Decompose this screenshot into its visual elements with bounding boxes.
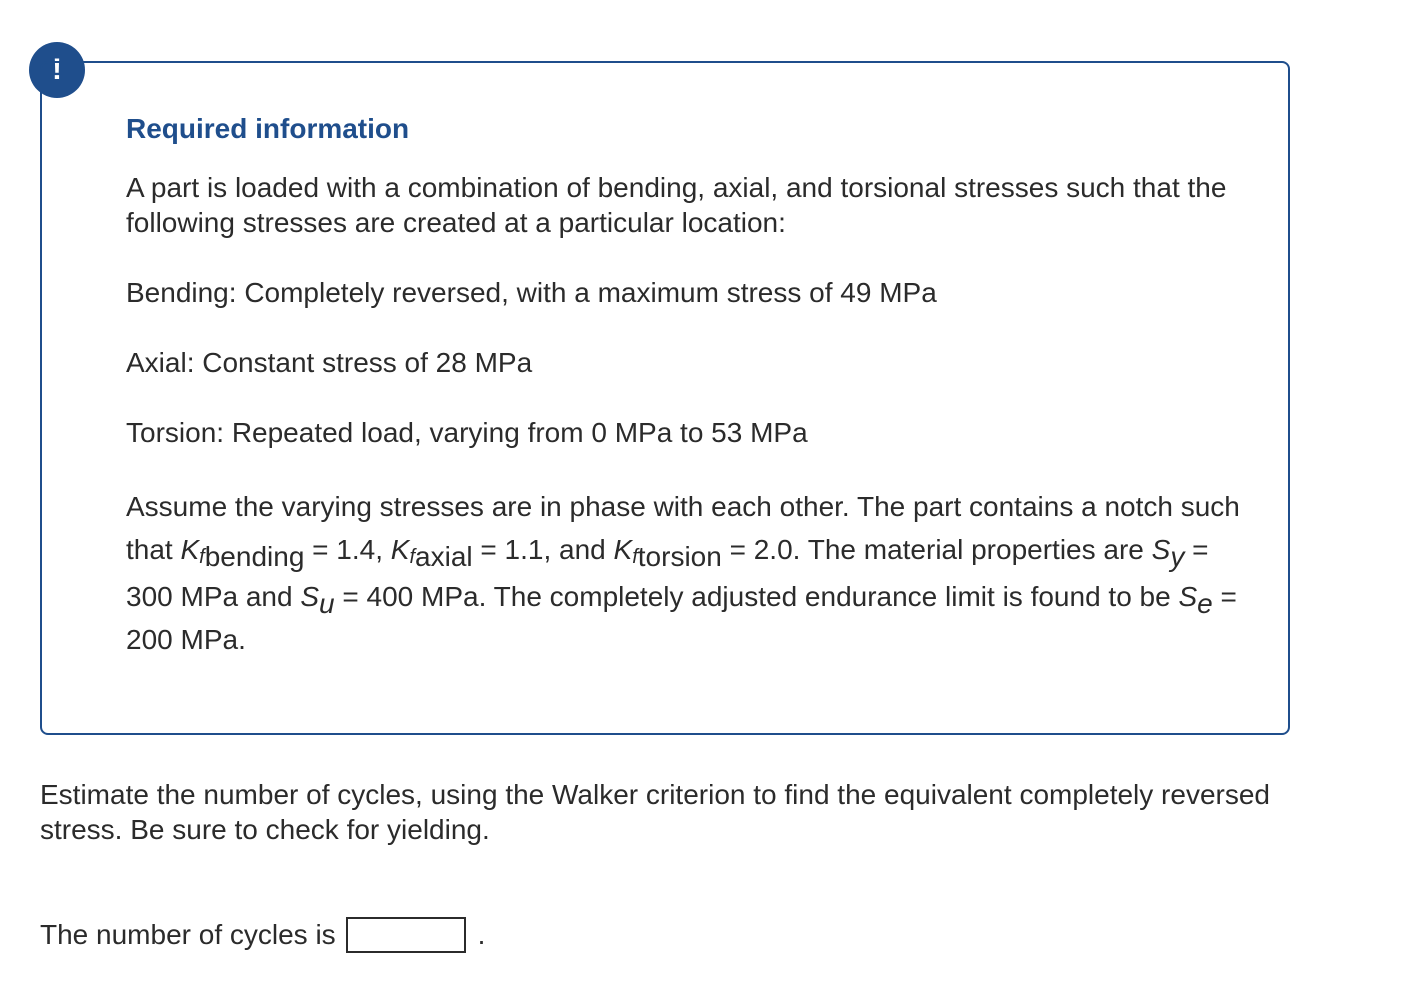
kf-axial-value: = 1.1, and [472,534,614,565]
bending-text: Bending: Completely reversed, with a maximum stress of 49 MPa [126,277,937,308]
answer-row [40,916,485,954]
assumptions-text [126,485,1246,661]
alert-icon: ! [29,42,85,98]
required-information-title: Required information [126,113,410,144]
cycles-answer-input[interactable] [346,917,466,953]
sy-symbol: S [1151,534,1171,565]
kf-bending-value: = 1.4, [304,534,391,565]
kf-torsion-subscript: torsion [637,541,722,572]
kf-sub-f: f [409,546,416,568]
answer-label: The number of cycles is [40,919,336,950]
kf-torsion-value: = 2.0. The material properties are [721,534,1152,565]
sy-value: = 300 MPa and [126,534,1209,612]
sy-subscript: y [1170,541,1185,572]
kf-symbol: K [180,534,200,565]
axial-text: Axial: Constant stress of 28 MPa [126,347,533,378]
se-subscript: e [1197,588,1213,619]
kf-axial-subscript: axial [415,541,473,572]
kf-symbol: K [390,534,410,565]
su-value: = 400 MPa. The completely adjusted endurance limit is found to be [334,581,1179,612]
su-symbol: S [300,581,320,612]
kf-sub-f: f [632,546,638,568]
torsion-text: Torsion: Repeated load, varying from 0 MPa to 53 MPa [126,417,808,448]
kf-sub-f: f [199,546,205,568]
assume-text-1: Assume the varying stresses are in phase with each other. The part contains a notch such that [126,491,1240,565]
question-text: Estimate the number of cycles, using the Walker criterion to find the equivalent completely reversed stress. Be sure to check for yielding. [40,779,1270,845]
su-subscript: u [319,588,335,619]
intro-text: A part is loaded with a combination of bending, axial, and torsional stresses such that the following stresses are created at a particular location: [126,172,1227,238]
se-symbol: S [1178,581,1198,612]
kf-symbol: K [613,534,633,565]
se-value: = 200 MPa. [126,581,1237,655]
kf-bending-subscript: bending [204,541,305,572]
answer-suffix: . [477,919,486,950]
